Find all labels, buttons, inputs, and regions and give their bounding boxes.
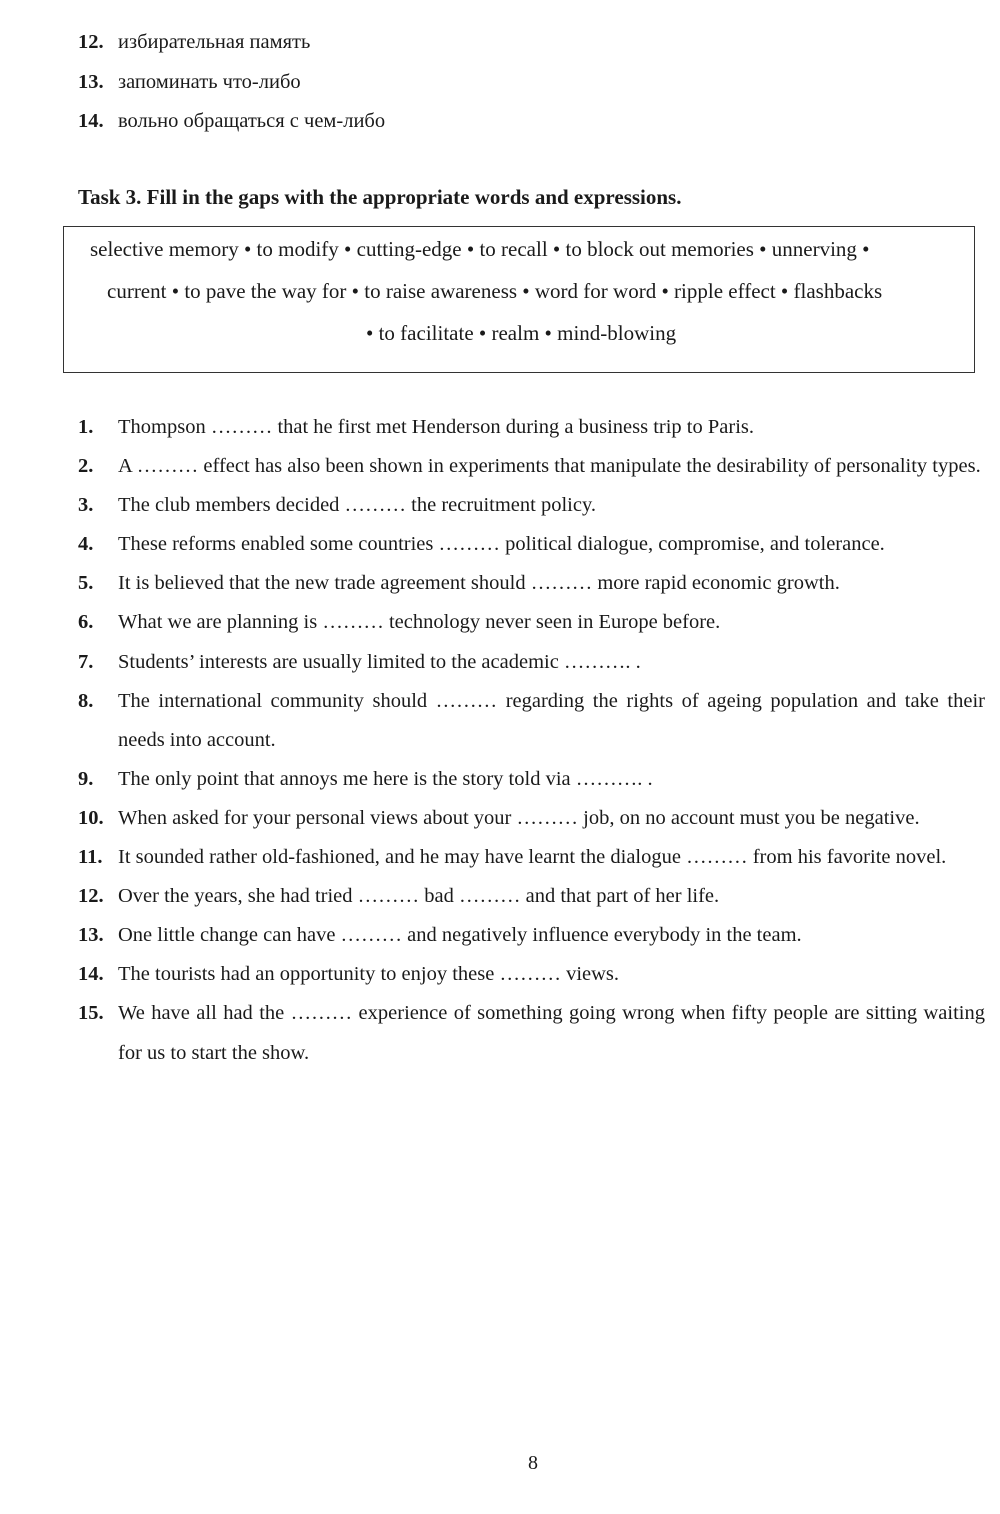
- exercise-text: It is believed that the new trade agreement should ……… more rapid economic growth.: [118, 572, 840, 595]
- exercise-item: [78, 955, 985, 994]
- exercise-item: [78, 408, 985, 447]
- exercise-item: [78, 760, 985, 799]
- exercise-number: 7.: [78, 650, 94, 673]
- exercise-number: 13.: [78, 924, 104, 947]
- exercise-number: 6.: [78, 611, 94, 634]
- word-box-line: • to facilitate • realm • mind-blowing: [366, 321, 677, 345]
- page-number: 8: [528, 1452, 538, 1474]
- vocab-item-number: 12.: [78, 31, 104, 53]
- exercise-text: Students’ interests are usually limited to the academic ………. .: [118, 650, 641, 673]
- exercise-text: The club members decided ……… the recruitment policy.: [118, 494, 596, 517]
- vocab-item: [78, 64, 958, 104]
- word-box-line: current • to pave the way for • to raise awareness • word for word • ripple effect • flashbacks: [107, 279, 883, 303]
- vocab-item-number: 13.: [78, 70, 104, 93]
- exercise-number: 2.: [78, 455, 94, 478]
- vocabulary-list: [78, 24, 958, 143]
- vocab-item: [78, 103, 958, 143]
- exercise-number: 10.: [78, 806, 104, 829]
- exercise-number: 9.: [78, 767, 94, 790]
- exercise-text: When asked for your personal views about your ……… job, on no account must you be negative.: [118, 806, 920, 829]
- exercise-number: 12.: [78, 885, 104, 908]
- exercise-number: 3.: [78, 494, 94, 517]
- exercise-number: 4.: [78, 533, 94, 556]
- exercise-item: [78, 447, 985, 486]
- exercise-text: Thompson ……… that he first met Henderson during a business trip to Paris.: [118, 416, 754, 438]
- exercise-number: 1.: [78, 416, 94, 438]
- exercise-item: [78, 877, 985, 916]
- exercise-text: The only point that annoys me here is the story told via ………. .: [118, 767, 653, 790]
- exercise-item: [78, 486, 985, 525]
- exercise-item: [78, 799, 985, 838]
- exercise-text: These reforms enabled some countries ……… political dialogue, compromise, and tolerance.: [118, 533, 885, 556]
- exercise-number: 5.: [78, 572, 94, 595]
- exercise-number: 8.: [78, 689, 94, 712]
- exercise-text: The tourists had an opportunity to enjoy these ……… views.: [118, 963, 620, 986]
- exercise-item: [78, 643, 985, 682]
- vocab-item-text: запоминать что-либо: [118, 70, 301, 93]
- exercise-item: [78, 838, 985, 877]
- exercise-item: [78, 603, 985, 642]
- exercise-text: One little change can have ……… and negatively influence everybody in the team.: [118, 924, 802, 947]
- exercise-number: 15.: [78, 1002, 104, 1025]
- vocab-item: [78, 24, 958, 64]
- exercise-text: What we are planning is ……… technology never seen in Europe before.: [118, 611, 721, 634]
- exercise-list: [78, 408, 985, 1073]
- word-box: [63, 226, 975, 373]
- word-box-line: selective memory • to modify • cutting-edge • to recall • to block out memories • unnerving •: [90, 237, 870, 261]
- vocab-item-text: избирательная память: [118, 31, 311, 53]
- exercise-item: [78, 994, 985, 1072]
- exercise-text: It sounded rather old-fashioned, and he may have learnt the dialogue ……… from his favorite novel.: [118, 846, 947, 869]
- exercise-item: [78, 682, 985, 760]
- exercise-text: We have all had the ……… experience of something going wrong when fifty people are sitting waiting for us to start the show.: [118, 1002, 985, 1064]
- vocab-item-text: вольно обращаться с чем-либо: [118, 110, 386, 132]
- exercise-item: [78, 564, 985, 603]
- task-title: Task 3. Fill in the gaps with the appropriate words and expressions.: [78, 185, 682, 209]
- exercise-number: 14.: [78, 963, 104, 986]
- vocab-item-number: 14.: [78, 110, 104, 132]
- exercise-item: [78, 916, 985, 955]
- exercise-number: 11.: [78, 846, 103, 869]
- exercise-text: Over the years, she had tried ……… bad ……… and that part of her life.: [118, 885, 720, 908]
- exercise-item: [78, 525, 985, 564]
- exercise-text: A ……… effect has also been shown in experiments that manipulate the desirability of personality types.: [118, 455, 981, 478]
- exercise-text: The international community should ……… regarding the rights of ageing population and take their needs into account.: [118, 689, 985, 751]
